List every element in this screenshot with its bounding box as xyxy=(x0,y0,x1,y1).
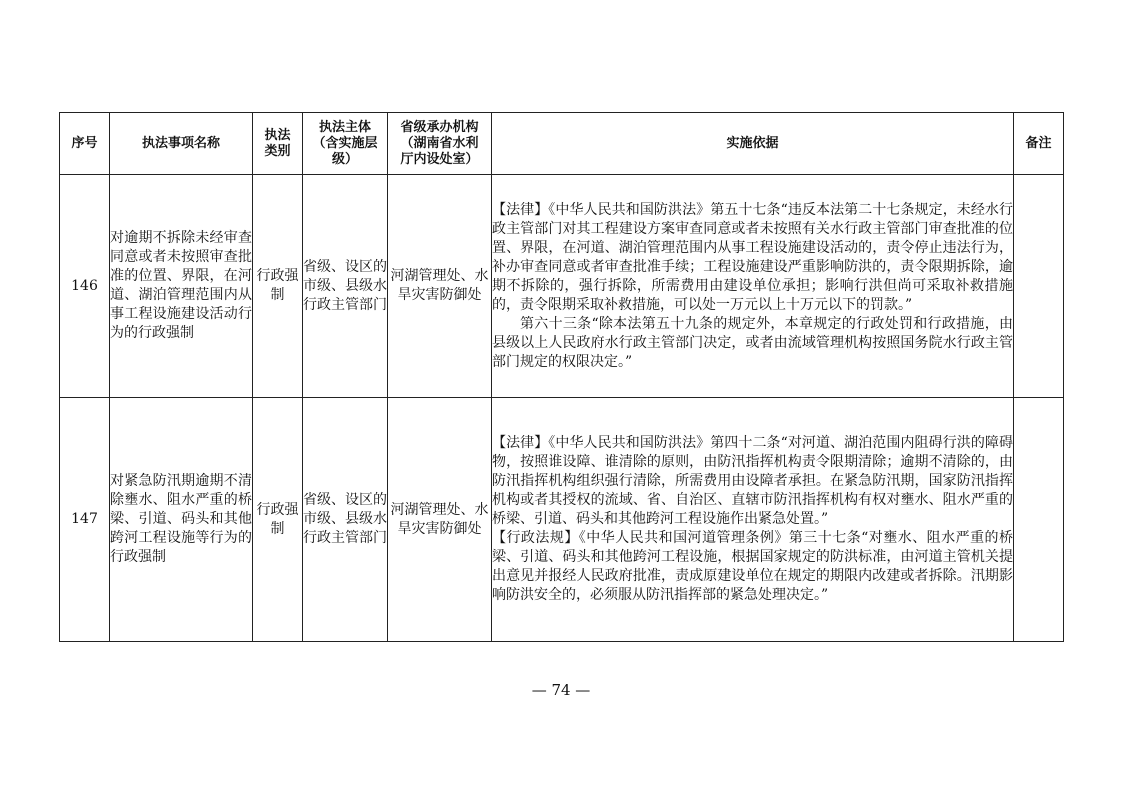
row-subject: 省级、设区的市级、县级水行政主管部门 xyxy=(303,398,388,642)
row-category: 行政强制 xyxy=(253,175,303,398)
table-header-row xyxy=(60,113,1064,175)
row-item-name: 对逾期不拆除未经审查同意或者未按照审查批准的位置、界限，在河道、湖泊管理范围内从事工程设施建设活动行为的行政强制 xyxy=(110,175,253,398)
row-number: 146 xyxy=(60,175,110,398)
table-row xyxy=(60,175,1064,398)
header-number: 序号 xyxy=(60,113,110,175)
row-item-name: 对紧急防汛期逾期不清除壅水、阻水严重的桥梁、引道、码头和其他跨河工程设施等行为的行政强制 xyxy=(110,398,253,642)
basis-paragraph: 【法律】《中华人民共和国防洪法》第四十二条“对河道、湖泊范围内阻碍行洪的障碍物，按照谁设障、谁清除的原则，由防汛指挥机构责令限期清除；逾期不清除的，由防汛指挥机构组织强行清除，所需费用由设障者承担。在紧急防汛期，国家防汛指挥机构或者其授权的流域、省、自治区、直辖市防汛指挥机构有权对壅水、阻水严重的桥梁、引道、码头和其他跨河工程设施作出紧急处置。” xyxy=(492,435,1013,527)
row-remarks xyxy=(1014,175,1064,398)
header-item-name: 执法事项名称 xyxy=(110,113,253,175)
basis-paragraph: 【行政法规】《中华人民共和国河道管理条例》第三十七条“对壅水、阻水严重的桥梁、引道、码头和其他跨河工程设施，根据国家规定的防洪标准，由河道主管机关提出意见并报经人民政府批准，责成原建设单位在规定的期限内改建或者拆除。汛期影响防洪安全的，必须服从防汛指挥部的紧急处理决定。” xyxy=(492,530,1013,603)
table-row xyxy=(60,398,1064,642)
row-remarks xyxy=(1014,398,1064,642)
row-office: 河湖管理处、水旱灾害防御处 xyxy=(388,398,492,642)
header-remarks: 备注 xyxy=(1014,113,1064,175)
row-subject: 省级、设区的市级、县级水行政主管部门 xyxy=(303,175,388,398)
header-office: 省级承办机构（湖南省水利厅内设处室） xyxy=(388,113,492,175)
header-subject: 执法主体（含实施层级） xyxy=(303,113,388,175)
enforcement-table xyxy=(59,112,1064,642)
row-number: 147 xyxy=(60,398,110,642)
basis-paragraph: 第六十三条“除本法第五十九条的规定外，本章规定的行政处罚和行政措施，由县级以上人民政府水行政主管部门决定，或者由流域管理机构按照国务院水行政主管部门规定的权限决定。” xyxy=(492,315,1013,370)
page-number: — 74 — xyxy=(531,681,591,699)
row-office: 河湖管理处、水旱灾害防御处 xyxy=(388,175,492,398)
row-category: 行政强制 xyxy=(253,398,303,642)
row-basis xyxy=(492,175,1014,398)
header-basis: 实施依据 xyxy=(492,113,1014,175)
row-basis xyxy=(492,398,1014,642)
header-category: 执法类别 xyxy=(253,113,303,175)
basis-paragraph: 【法律】《中华人民共和国防洪法》第五十七条“违反本法第二十七条规定，未经水行政主管部门对其工程建设方案审查同意或者未按照有关水行政主管部门审查批准的位置、界限，在河道、湖泊管理范围内从事工程设施建设活动的，责令停止违法行为，补办审查同意或者审查批准手续；工程设施建设严重影响防洪的，责令限期拆除，逾期不拆除的，强行拆除，所需费用由建设单位承担；影响行洪但尚可采取补救措施的，责令限期采取补救措施，可以处一万元以上十万元以下的罚款。” xyxy=(492,201,1013,313)
